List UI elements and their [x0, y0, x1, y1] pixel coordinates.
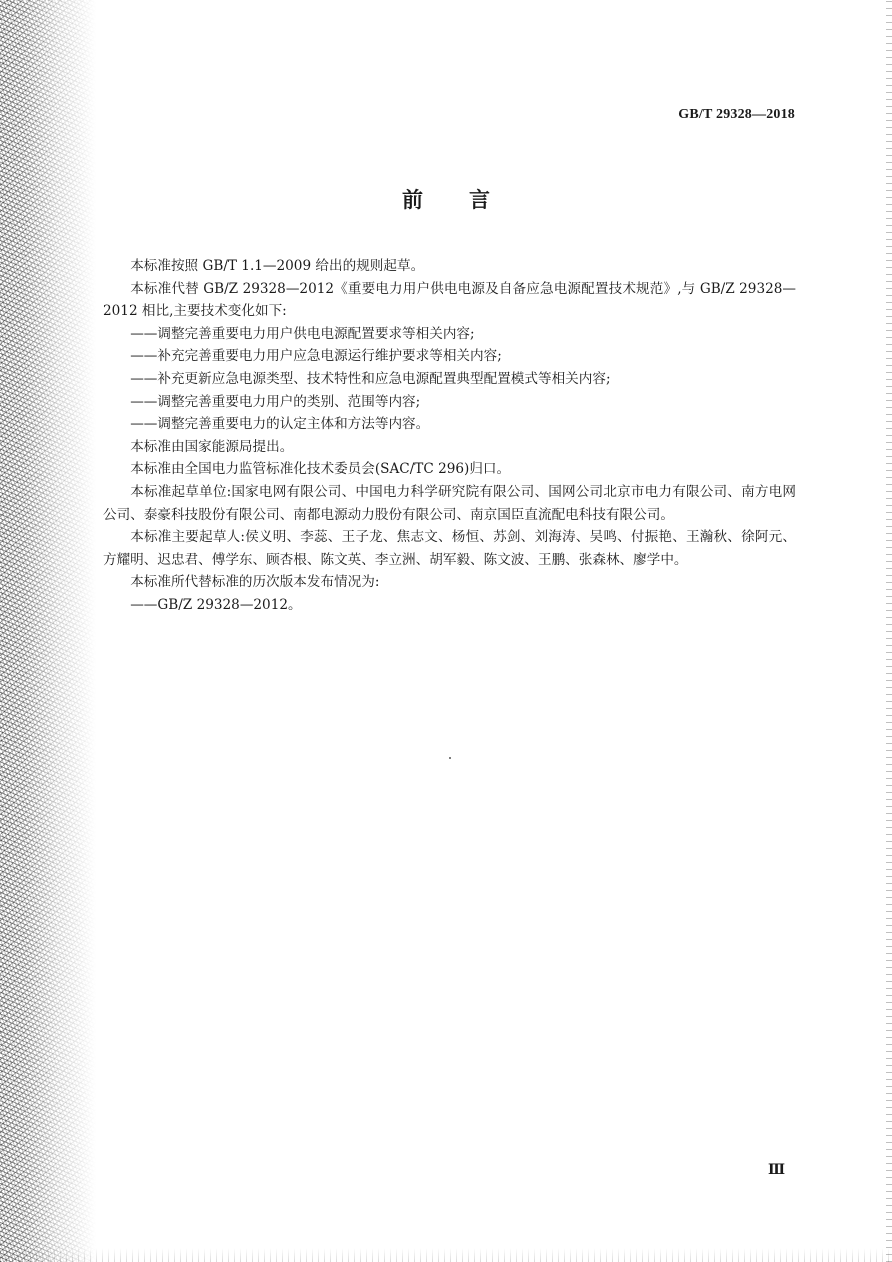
scan-speck	[449, 757, 451, 759]
change-item: ——补充更新应急电源类型、技术特性和应急电源配置典型配置模式等相关内容;	[130, 370, 611, 387]
change-item: ——调整完善重要电力的认定主体和方法等内容。	[130, 416, 430, 433]
paragraph-version-history: 本标准所代替标准的历次版本发布情况为:	[130, 574, 380, 591]
foreword-body	[103, 255, 796, 617]
history-item: ——GB/Z 29328—2012。	[130, 596, 302, 613]
paragraph-proposer: 本标准由国家能源局提出。	[130, 438, 294, 455]
change-item: ——调整完善重要电力用户供电电源配置要求等相关内容;	[130, 325, 475, 342]
page-number: Ⅲ	[768, 1163, 786, 1178]
change-item: ——调整完善重要电力用户的类别、范围等内容;	[130, 393, 421, 410]
change-item: ——补充完善重要电力用户应急电源运行维护要求等相关内容;	[130, 348, 502, 365]
page-title: 前言	[402, 188, 536, 212]
paragraph-drafting-units: 本标准起草单位:国家电网有限公司、中国电力科学研究院有限公司、国网公司北京市电力有限公司、南方电网公司、泰豪科技股份有限公司、南都电源动力股份有限公司、南京国臣直流配电科技有限公司。	[103, 483, 796, 523]
paragraph-committee: 本标准由全国电力监管标准化技术委员会(SAC/TC 296)归口。	[130, 461, 511, 478]
standard-number: GB/T 29328—2018	[678, 107, 795, 122]
scan-noise-bottom	[0, 1248, 892, 1262]
paragraph-drafting-rules: 本标准按照 GB/T 1.1—2009 给出的规则起草。	[130, 258, 425, 274]
paragraph-drafters: 本标准主要起草人:侯义明、李蕊、王子龙、焦志文、杨恒、苏剑、刘海涛、吴鸣、付振艳、王瀚秋、徐阿元、方耀明、迟忠君、傅学东、顾杏根、陈文英、李立洲、胡军毅、陈文波、王鹏、张森林、廖学中。	[103, 529, 796, 568]
paragraph-replacement: 本标准代替 GB/Z 29328—2012《重要电力用户供电电源及自备应急电源配置技术规范》,与 GB/Z 29328—2012 相比,主要技术变化如下:	[103, 280, 796, 320]
